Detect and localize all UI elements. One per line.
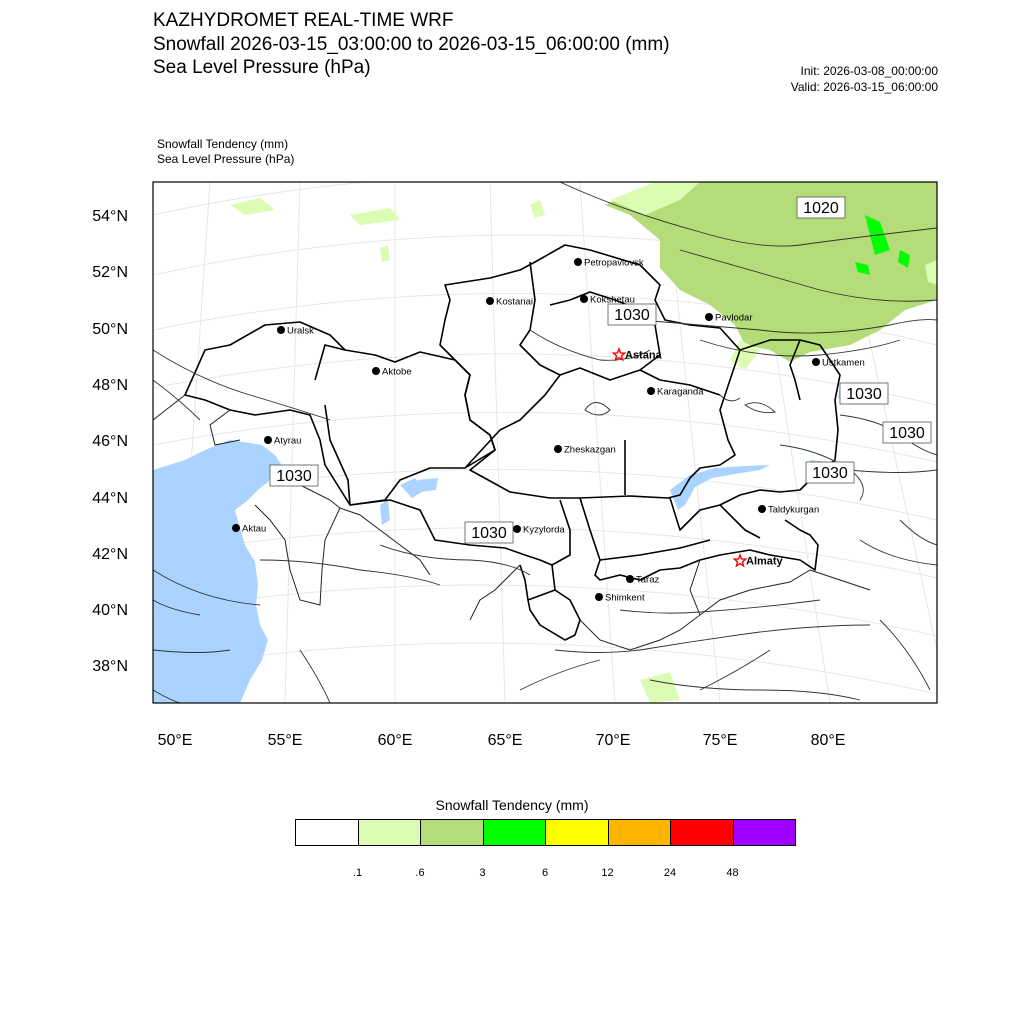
colorbar-swatch (608, 819, 672, 846)
city-label: Almaty (746, 555, 783, 568)
city-dot-icon (486, 297, 494, 305)
valid-time: Valid: 2026-03-15_06:00:00 (790, 80, 938, 94)
longitude-label: 65°E (487, 732, 523, 749)
latitude-label: 42°N (92, 546, 128, 563)
city-taldykurgan (758, 505, 819, 516)
city-label: Taraz (636, 574, 660, 586)
colorbar-swatch (483, 819, 547, 846)
isobar-label (840, 383, 888, 404)
city-dot-icon (647, 387, 655, 395)
isobar-label (797, 197, 845, 218)
city-petropavlovsk (574, 258, 644, 269)
city-label: Pavlodar (715, 312, 753, 324)
city-label: Ustkamen (822, 357, 865, 369)
isobar-label (883, 422, 931, 443)
city-kyzylorda (513, 525, 565, 536)
city-label: Kyzylorda (523, 524, 565, 536)
colorbar-tick-label: 12 (601, 867, 614, 879)
city-atyrau (264, 436, 301, 447)
city-dot-icon (372, 367, 380, 375)
city-label: Taldykurgan (768, 504, 820, 516)
colorbar-swatch (733, 819, 797, 846)
city-label: Karaganda (657, 386, 704, 398)
colorbar-swatch (295, 819, 359, 846)
city-uralsk (277, 326, 314, 337)
svg-text:1030: 1030 (846, 386, 882, 403)
city-label: Shimkent (605, 592, 645, 604)
longitude-label: 50°E (157, 732, 193, 749)
city-dot-icon (580, 295, 588, 303)
city-karaganda (647, 387, 704, 398)
isobar-label (806, 462, 854, 483)
subtitle-snowfall: Snowfall Tendency (mm) (157, 137, 289, 151)
latitude-label: 40°N (92, 602, 128, 619)
colorbar-tick-label: 24 (663, 867, 677, 879)
longitude-label: 80°E (810, 732, 846, 749)
city-label: Aktau (242, 523, 267, 535)
colorbar-tick-label: .1 (352, 867, 363, 879)
city-dot-icon (513, 525, 521, 533)
latitude-label: 44°N (92, 490, 128, 507)
longitude-label: 70°E (595, 732, 631, 749)
colorbar-swatch (545, 819, 609, 846)
city-dot-icon (705, 313, 713, 321)
colorbar-tick-label: 48 (726, 867, 739, 879)
colorbar-swatch (420, 819, 484, 846)
city-zheskazgan (554, 445, 616, 456)
isobar-label (270, 465, 318, 486)
latitude-label: 52°N (92, 264, 128, 281)
colorbar-tick-label: .6 (415, 867, 425, 879)
city-taraz (626, 575, 659, 586)
colorbar-tick-label: 3 (479, 867, 486, 879)
latitude-label: 48°N (92, 377, 128, 394)
city-dot-icon (277, 326, 285, 334)
capital-star-icon (734, 555, 745, 566)
water-bodies (153, 385, 858, 703)
city-dot-icon (554, 445, 562, 453)
city-pavlodar (705, 313, 753, 324)
latitude-label: 46°N (92, 433, 128, 450)
colorbar-swatch (670, 819, 734, 846)
title-line-3: Sea Level Pressure (hPa) (153, 57, 371, 78)
city-label: Astana (625, 349, 662, 362)
city-label: Uralsk (287, 325, 314, 337)
capital-star-icon (613, 349, 624, 360)
longitude-label: 55°E (267, 732, 303, 749)
latitude-label: 38°N (92, 658, 128, 675)
city-dot-icon (595, 593, 603, 601)
isobar-label (465, 522, 513, 543)
city-dot-icon (232, 524, 240, 532)
city-label: Kokshetau (590, 294, 635, 306)
svg-text:1030: 1030 (471, 525, 507, 542)
city-dot-icon (812, 358, 820, 366)
city-label: Petropavlovsk (584, 257, 644, 269)
colorbar-tick-label: 6 (541, 867, 549, 879)
svg-text:1030: 1030 (276, 468, 312, 485)
city-dot-icon (626, 575, 634, 583)
title-line-2: Snowfall 2026-03-15_03:00:00 to 2026-03-15_06:00:00 (mm) (153, 34, 670, 55)
colorbar-swatch (358, 819, 422, 846)
svg-text:1030: 1030 (889, 425, 925, 442)
city-dot-icon (758, 505, 766, 513)
isobar-label (608, 304, 656, 325)
longitude-label: 75°E (702, 732, 738, 749)
city-dot-icon (264, 436, 272, 444)
init-time: Init: 2026-03-08_00:00:00 (800, 64, 938, 78)
city-label: Aktobe (382, 366, 412, 378)
title-line-1: KAZHYDROMET REAL-TIME WRF (153, 10, 454, 31)
subtitle-pressure: Sea Level Pressure (hPa) (157, 152, 295, 166)
city-ustkamen (812, 358, 865, 369)
city-label: Zheskazgan (564, 444, 616, 456)
city-aktobe (372, 367, 412, 378)
svg-text:1030: 1030 (812, 465, 848, 482)
colorbar-title: Snowfall Tendency (mm) (435, 797, 589, 813)
svg-text:1030: 1030 (614, 307, 650, 324)
city-label: Atyrau (274, 435, 302, 447)
city-label: Kostanai (496, 296, 533, 308)
caspian-sea (153, 440, 285, 703)
latitude-label: 50°N (92, 321, 128, 338)
city-dot-icon (574, 258, 582, 266)
longitude-label: 60°E (377, 732, 413, 749)
svg-text:1020: 1020 (803, 200, 839, 217)
latitude-label: 54°N (92, 208, 128, 225)
city-shimkent (595, 593, 645, 604)
city-almaty (734, 555, 783, 568)
